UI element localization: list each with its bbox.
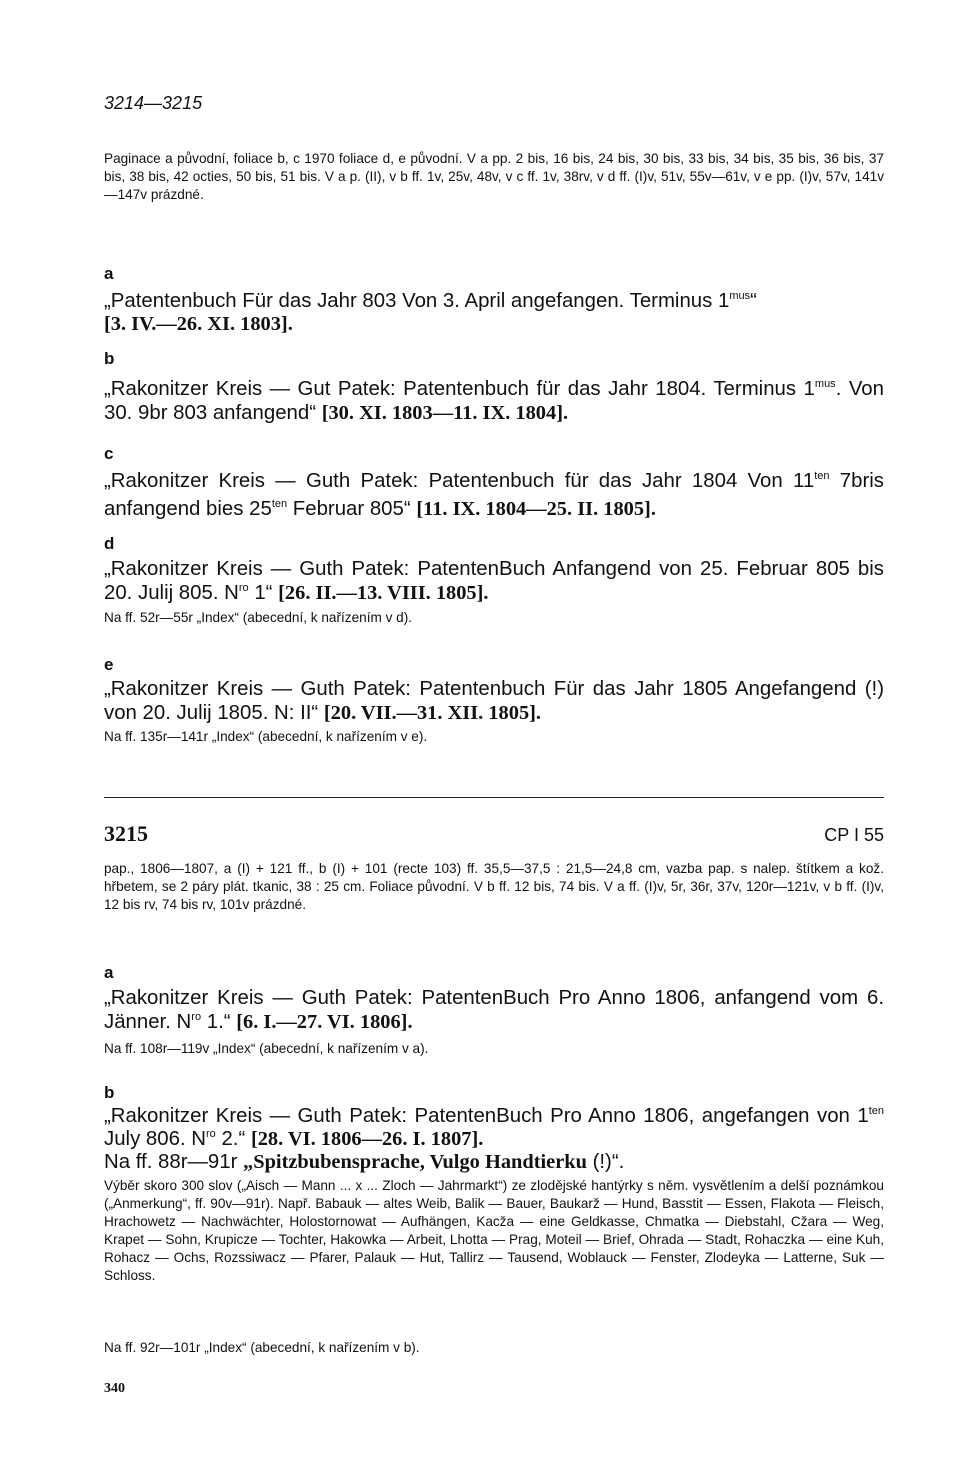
section-b-sup: mus [814,378,836,391]
running-head: 3214—3215 [104,93,203,113]
section-c-sup-1: ten [814,470,830,483]
section-3215a-letter: a [104,963,114,982]
section-c-letter: c [104,444,114,463]
section-a-title [104,290,884,336]
section-a-sup: mus [729,290,751,303]
section-b-title-text: „Rakonitzer Kreis — Gut Patek: Patentenbuch für das Jahr 1804. Terminus 1 [104,378,815,400]
section-3215b-na-prefix: Na ff. 88r—91r [104,1151,244,1173]
section-d-note: Na ff. 52r—55r „Index“ (abecední, k nařízením v d). [104,610,413,625]
section-c-title-text: „Rakonitzer Kreis — Guth Patek: Patentenbuch für das Jahr 1804 Von 11 [104,470,815,492]
section-c-title-end: Februar 805“ [287,498,417,520]
intro-3214: Paginace a původní, foliace b, c 1970 foliace d, e původní. V a pp. 2 bis, 16 bis, 24 bis, 30 bis, 33 bis, 34 bis, 35 bis, 36 bis, 37 bis, 38 bis, 42 octies, 50 bis, 51 bis. V a p. (II), v b ff. 1v, 25v, 48v, v c ff. 1v, 38rv, v d ff. (I)v, 51v, 55v—61v, v e pp. (I)v, 57v, 141v—147v prázdné. [104,151,884,202]
section-3215a-note: Na ff. 108r—119v „Index“ (abecední, k nařízením v a). [104,1041,429,1056]
section-3215a-title [104,986,884,1034]
section-3215b-sup-2: ro [206,1128,216,1141]
section-c-sup-2: ten [271,498,288,511]
section-b-title [104,377,884,425]
section-3215b-title-end: 2.“ [215,1128,251,1150]
section-b-date: [30. XI. 1803—11. IX. 1804]. [321,402,569,424]
section-d-title-text: „Rakonitzer Kreis — Guth Patek: PatentenBuch Anfangend von 25. Februar 805 bis 20. Julij 805. N [104,558,884,604]
section-e-title [104,677,884,725]
entry-signature: CP I 55 [824,825,884,845]
section-e-note: Na ff. 135r—141r „Index“ (abecední, k nařízením v e). [104,729,428,744]
section-3215a-title-end: 1.“ [201,1011,237,1033]
section-c-title [104,467,884,523]
entry-3215-header [104,821,884,849]
section-e-title-text: „Rakonitzer Kreis — Guth Patek: Patentenbuch Für das Jahr 1805 Angefangend (!) von 20. Julij 1805. N: II“ [104,678,884,724]
section-3215a-date: [6. I.—27. VI. 1806]. [236,1011,413,1033]
section-d-title-end: 1“ [248,582,279,604]
section-e-date: [20. VII.—31. XII. 1805]. [323,702,542,724]
section-d-title [104,557,884,605]
section-a-letter: a [104,264,114,283]
section-3215b-title-text: „Rakonitzer Kreis — Guth Patek: PatentenBuch Pro Anno 1806, angefangen von 1 [104,1105,869,1127]
entry-3215-description: pap., 1806—1807, a (I) + 121 ff., b (I) + 101 (recte 103) ff. 35,5—37,5 : 21,5—24,8 cm, vazba pap. s nalep. štítkem a kož. hřbetem, se 2 páry plát. tkanic, 38 : 25 cm. Foliace původní. V b ff. 12 bis, 74 bis. V a ff. (I)v, 5r, 36r, 37v, 120r—121v, v b ff. (I)v, 12 bis rv, 74 bis rv, 101v prázdné. [104,861,884,912]
section-c-title-mid: 7bris anfangend bies 25 [104,470,884,520]
section-a-date: [3. IV.—26. XI. 1803]. [104,313,293,335]
section-3215b-na-suffix: (!)“. [586,1151,625,1173]
section-3215b-date: [28. VI. 1806—26. I. 1807]. [250,1128,484,1150]
section-c-date: [11. IX. 1804—25. II. 1805]. [416,498,656,520]
section-d-sup: ro [238,582,249,595]
section-3215b-sup-1: ten [868,1105,884,1118]
section-3215b-title [104,1105,884,1174]
entry-number: 3215 [104,821,148,846]
section-e-letter: e [104,655,114,674]
entry-divider [104,797,884,798]
section-d-date: [26. II.—13. VIII. 1805]. [278,582,489,604]
section-3215a-sup: ro [191,1011,202,1024]
section-d-letter: d [104,534,115,553]
section-b-letter: b [104,349,115,368]
section-b-title-end: . Von 30. 9br 803 anfangend“ [104,378,884,424]
section-3215b-na-title: „Spitzbubensprache, Vulgo Handtierku [243,1151,587,1173]
section-3215b-letter: b [104,1083,115,1102]
page-number: 340 [104,1381,125,1396]
section-3215b-glossary: Výběr skoro 300 slov („Aisch — Mann ... x ... Zloch — Jahrmarkt“) ze zlodějské hantýrky s něm. vysvětlením a delší poznámkou („Anmerkung“, ff. 90v—91r). Např. Babauk — altes Weib, Balik — Bauer, Baukarž — Hund, Basstit — Essen, Flakota — Fleisch, Hrachowetz — Nachwächter, Holostornowat — Aufhängen, Kacža — eine Geldkasse, Chmatka — Diebstahl, Cžara — Weg, Krapet — Sohn, Krupicze — Tochter, Hakowka — Arbeit, Lhotta — Prag, Moteil — Brief, Ohrada — Stadt, Rohaczka — eine Kuh, Rohacz — Ochs, Rozssiwacz — Pfarer, Palauk — Hut, Tallirz — Tausend, Woblauck — Fenster, Zlodeyka — Latterne, Suk — Schloss. [104,1178,884,1283]
section-a-title-text: „Patentenbuch Für das Jahr 803 Von 3. April angefangen. Terminus 1 [104,290,730,312]
section-a-title-end: “ [750,290,757,312]
section-3215b-title-mid: July 806. N [104,1128,207,1150]
section-3215b-note: Na ff. 92r—101r „Index“ (abecední, k nařízením v b). [104,1340,420,1355]
section-3215a-title-text: „Rakonitzer Kreis — Guth Patek: PatentenBuch Pro Anno 1806, anfangend vom 6. Jänner. N [104,987,884,1033]
